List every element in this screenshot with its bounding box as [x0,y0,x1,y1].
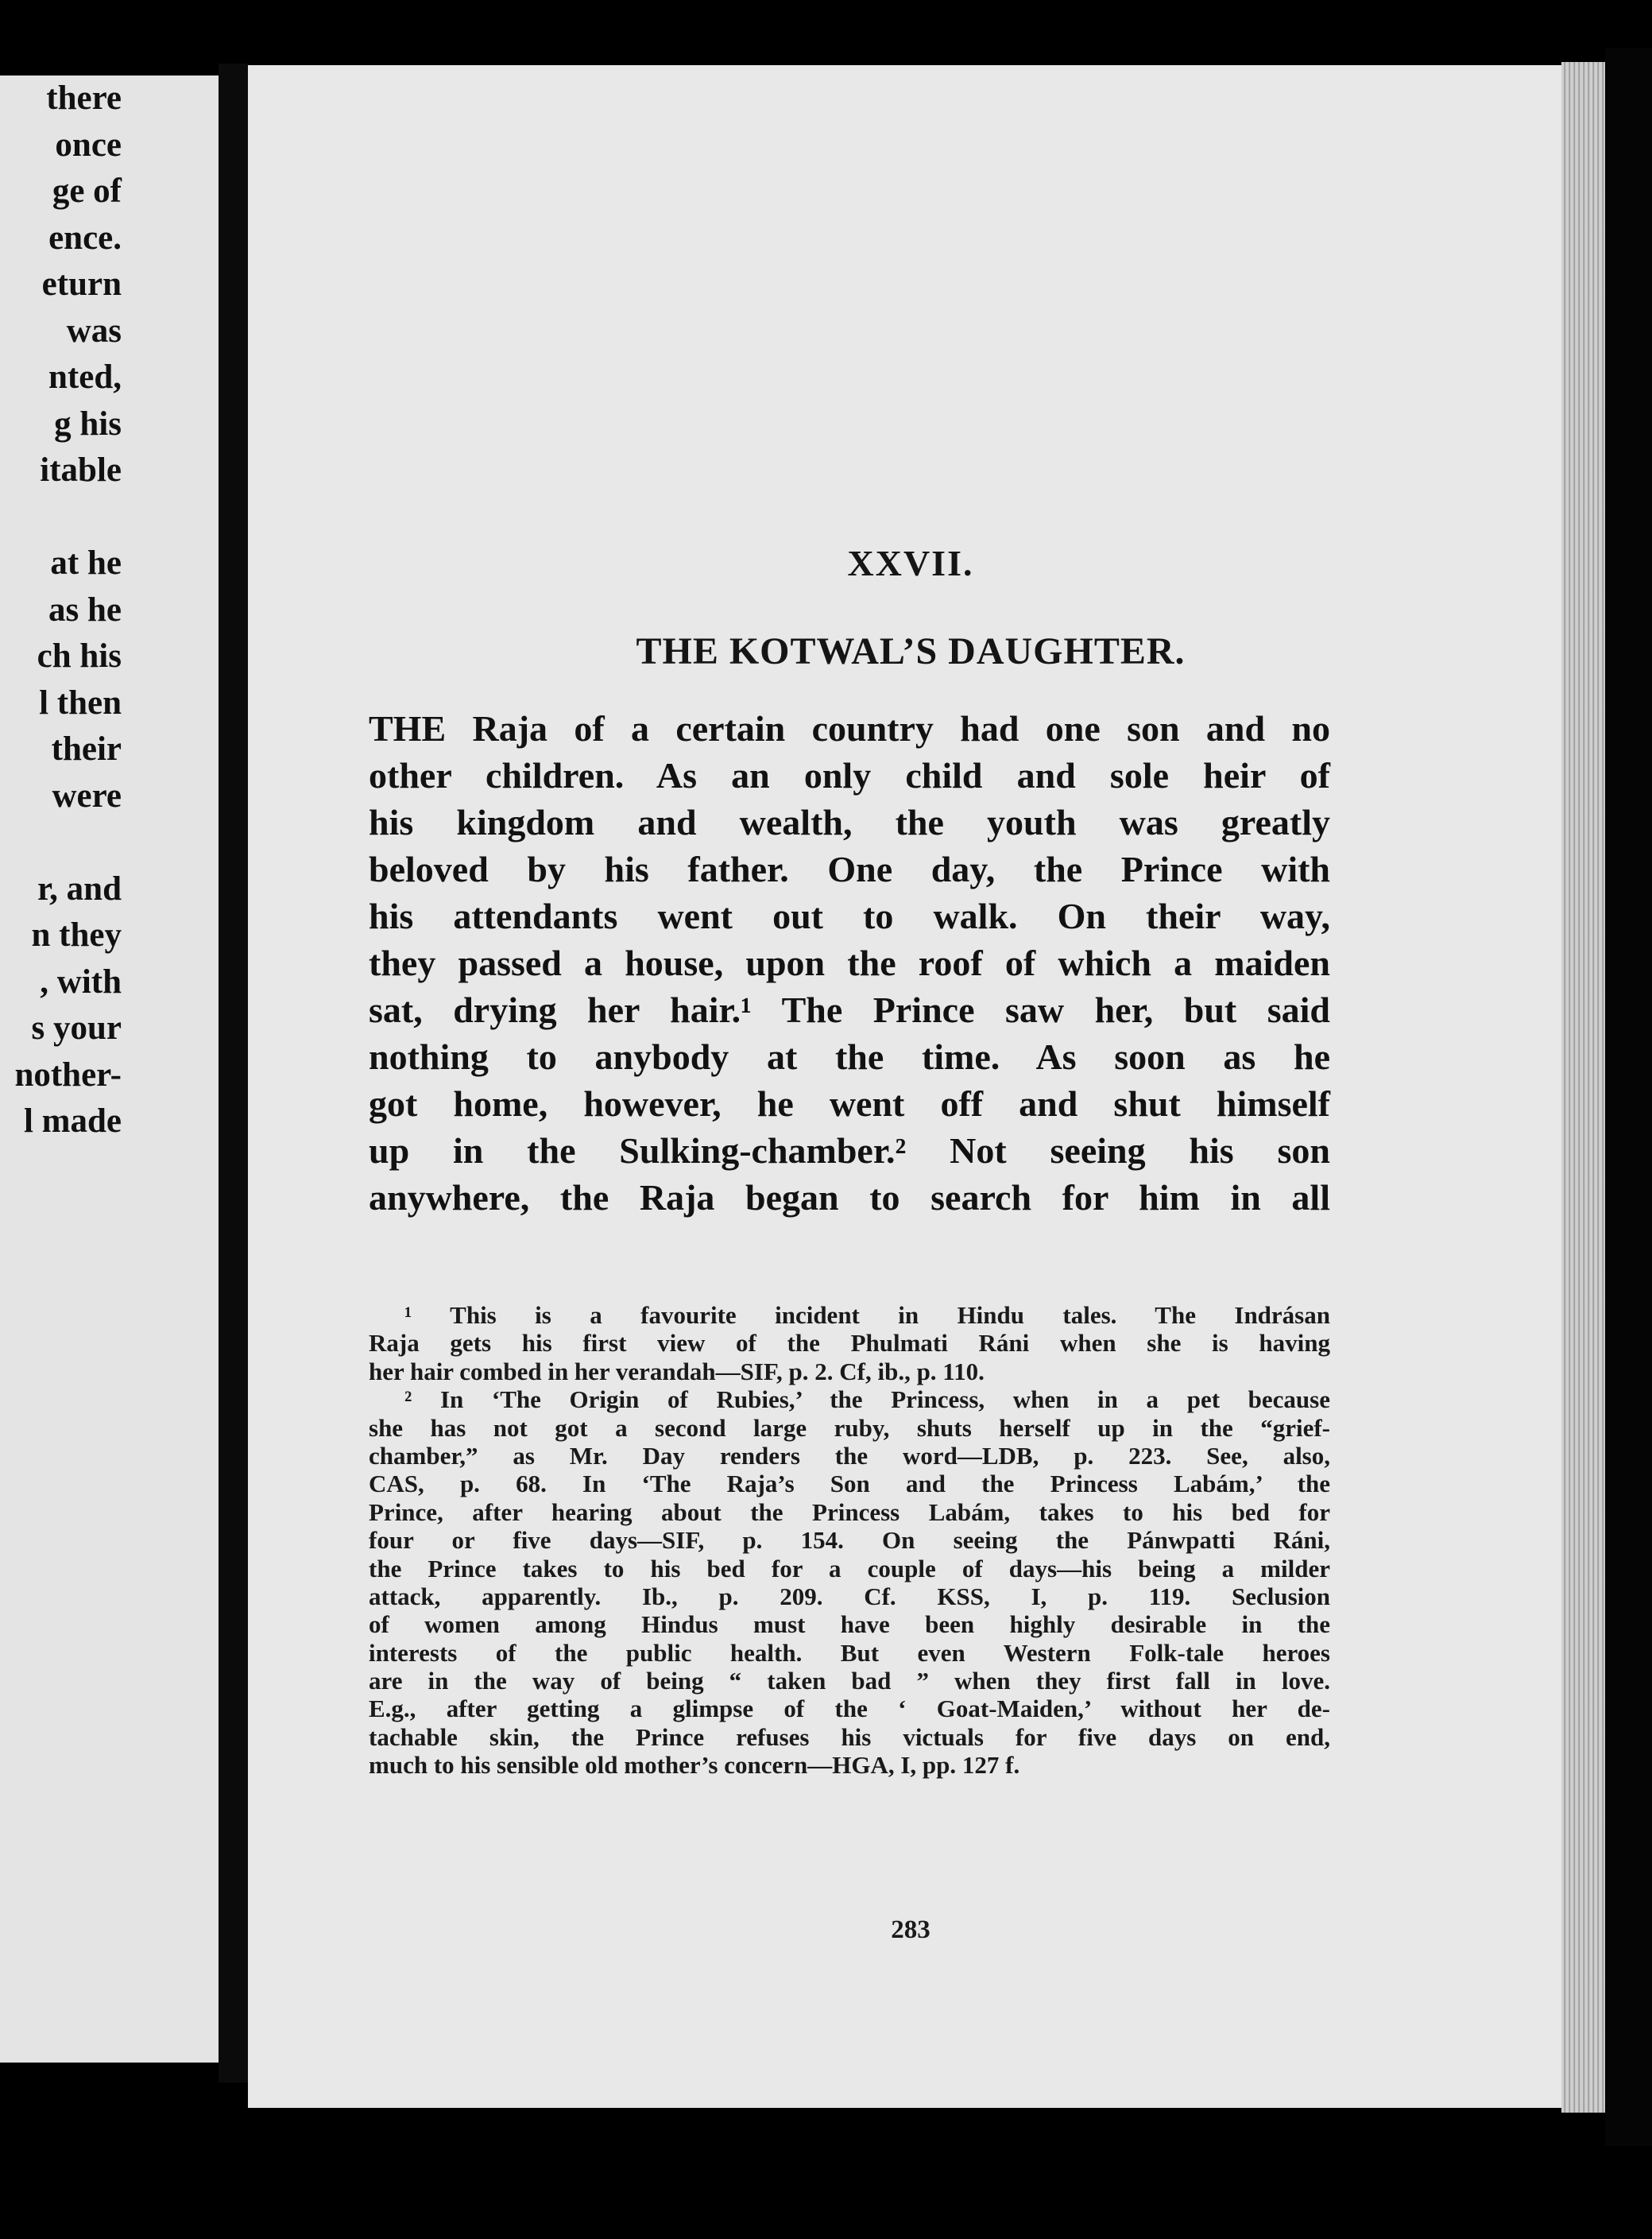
left-line: as he [48,591,122,629]
footnote-line: attack, apparently. Ib., p. 209. Cf. KSS, I, p. 119. Seclusion [369,1582,1330,1610]
left-line: ch his [37,637,122,675]
footnote-line: of women among Hindus must have been highly desirable in the [369,1610,1330,1639]
left-line: ence. [48,219,122,257]
left-line: ge of [52,172,122,210]
book-gutter [219,64,250,2082]
body-line: sat, drying her hair.¹ The Prince saw her, but said [369,990,1330,1030]
chapter-title: THE KOTWAL’S DAUGHTER. [636,630,1186,672]
left-line: at he [50,544,122,582]
body-line: beloved by his father. One day, the Prince with [369,849,1330,889]
left-line: was [66,312,122,350]
left-line: nother- [14,1056,122,1094]
left-line: g his [54,405,122,443]
left-line: were [52,777,122,815]
left-line-gap [0,819,122,866]
footnote-line: ¹ This is a favourite incident in Hindu tales. The Indrásan [404,1301,1330,1329]
footnote-line: chamber,” as Mr. Day renders the word—LDB, p. 223. See, also, [369,1441,1330,1470]
footnote-line: tachable skin, the Prince refuses his victuals for five days on end, [369,1722,1330,1751]
body-line: they passed a house, upon the roof of which a maiden [369,943,1330,983]
left-line: once [55,126,122,164]
body-line: nothing to anybody at the time. As soon as he [369,1036,1330,1077]
body-line: got home, however, he went off and shut himself [369,1083,1330,1124]
chapter-number: XXVII. [847,543,974,583]
left-line: s your [31,1009,122,1047]
footnote-line: are in the way of being “ taken bad ” when they first fall in love. [369,1667,1330,1695]
left-line-gap [0,494,122,541]
left-facing-page [0,76,219,2063]
body-line: THE Raja of a certain country had one son and no [369,708,1330,749]
left-line: l made [23,1102,122,1140]
left-line: r, and [37,870,122,908]
right-page [248,65,1573,2108]
page-block-edge [1561,62,1605,2113]
footnote-line: her hair combed in her verandah—SIF, p. 2. Cf, ib., p. 110. [369,1357,985,1385]
scan-border [1605,48,1652,2146]
footnote-line: the Prince takes to his bed for a couple of days—his being a milder [369,1554,1330,1582]
footnote-line: Prince, after hearing about the Princess Labám, takes to his bed for [369,1497,1330,1526]
footnote-line: CAS, p. 68. In ‘The Raja’s Son and the Princess Labám,’ the [369,1470,1330,1498]
footnote-line: four or five days—SIF, p. 154. On seeing the Pánwpatti Ráni, [369,1526,1330,1555]
body-line: his kingdom and wealth, the youth was greatly [369,802,1330,843]
left-line: n they [31,916,122,954]
footnote-line: she has not got a second large ruby, shuts herself up in the “grief- [369,1413,1330,1442]
left-line: their [51,730,122,768]
body-line: up in the Sulking-chamber.² Not seeing his son [369,1130,1330,1171]
left-line: there [46,79,122,117]
body-text [369,705,1330,1221]
footnotes [369,1301,1330,1780]
footnote-line: ² In ‘The Origin of Rubies,’ the Princess, when in a pet because [404,1385,1330,1414]
footnote-line: interests of the public health. But even Western Folk-tale heroes [369,1638,1330,1667]
footnote-line: much to his sensible old mother’s concern—HGA, I, pp. 127 f. [369,1751,1020,1780]
footnote-line: Raja gets his first view of the Phulmati Ráni when she is having [369,1329,1330,1358]
left-line: , with [40,963,122,1001]
left-page-text [0,76,122,1145]
left-line: eturn [41,265,122,303]
footnote-line: E.g., after getting a glimpse of the ‘ Goat-Maiden,’ without her de- [369,1695,1330,1723]
body-line: his attendants went out to walk. On their way, [369,896,1330,936]
body-line: other children. As an only child and sole heir of [369,755,1330,796]
body-line: anywhere, the Raja began to search for him in all [369,1177,1330,1218]
page-number: 283 [891,1916,930,1944]
left-line: itable [40,451,122,489]
left-line: nted, [48,358,122,396]
left-line: l then [39,684,122,722]
